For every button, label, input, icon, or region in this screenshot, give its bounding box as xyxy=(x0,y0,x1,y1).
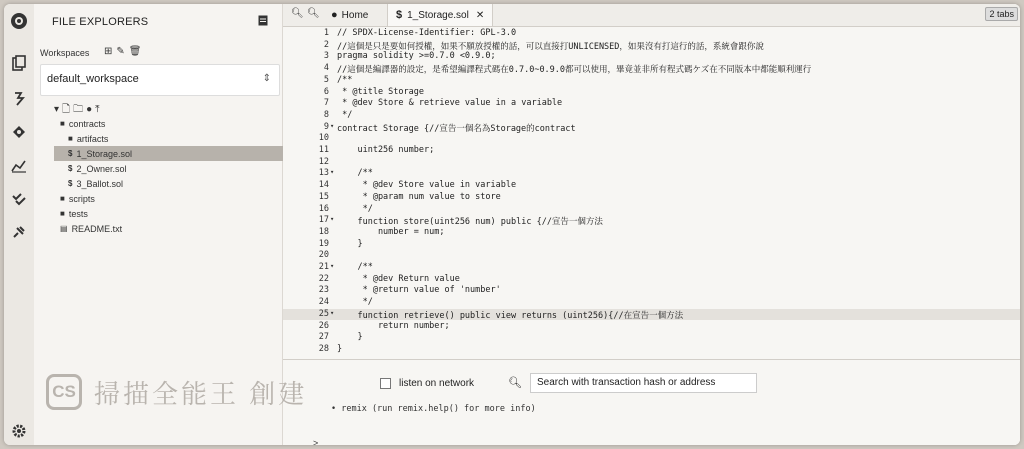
file-explorer-title: FILE EXPLORERS xyxy=(52,16,149,28)
code-line[interactable] xyxy=(283,133,1020,145)
remix-logo-icon[interactable] xyxy=(10,12,28,30)
chevron-updown-icon: ⇕ xyxy=(262,73,271,84)
code-line[interactable] xyxy=(283,285,1020,297)
code-line[interactable] xyxy=(283,344,1020,356)
line-number: 10 xyxy=(318,133,329,144)
tree-item[interactable] xyxy=(54,161,294,176)
code-line[interactable] xyxy=(283,75,1020,87)
code-line[interactable] xyxy=(283,168,1020,180)
code-text: */ xyxy=(337,297,373,308)
code-line[interactable] xyxy=(283,122,1020,134)
line-number: 16 xyxy=(318,203,329,214)
analysis-icon[interactable] xyxy=(10,157,28,175)
line-number: 22 xyxy=(318,273,329,284)
search-icon: 🔍︎ xyxy=(508,377,522,389)
fold-toggle-icon[interactable]: ▾ xyxy=(330,262,335,270)
code-line[interactable] xyxy=(283,87,1020,99)
code-line[interactable] xyxy=(283,145,1020,157)
workspace-select-value: default_workspace xyxy=(47,73,139,85)
code-line[interactable] xyxy=(283,204,1020,216)
code-text: } xyxy=(337,238,363,249)
tree-item-label: 1_Storage.sol xyxy=(76,148,132,159)
new-file-icon[interactable]: 🗋 xyxy=(62,104,74,115)
tab-home[interactable] xyxy=(325,4,374,26)
code-text: */ xyxy=(337,109,353,120)
close-icon[interactable]: ✕ xyxy=(475,9,485,21)
line-number: 5 xyxy=(323,74,329,85)
tree-item[interactable] xyxy=(54,131,294,146)
fold-toggle-icon[interactable]: ▾ xyxy=(330,121,335,130)
scanner-watermark xyxy=(46,372,307,412)
code-line[interactable] xyxy=(283,250,1020,262)
code-text: /** xyxy=(337,74,353,85)
code-text: /** xyxy=(337,168,373,179)
code-line[interactable] xyxy=(283,28,1020,40)
listen-on-network-label: listen on network xyxy=(399,378,475,389)
code-line[interactable] xyxy=(283,180,1020,192)
folder-icon: ■ xyxy=(60,119,65,128)
line-number: 13 xyxy=(318,168,329,179)
line-number: 19 xyxy=(318,238,329,249)
add-workspace-icon[interactable]: ⊞ xyxy=(104,46,117,57)
tree-item[interactable] xyxy=(54,176,294,191)
transaction-search-placeholder: Search with transaction hash or address xyxy=(537,377,716,388)
compiler-icon[interactable] xyxy=(10,90,28,108)
code-text: * @dev Store & retrieve value in a variable xyxy=(337,98,563,109)
line-number: 9 xyxy=(323,121,329,132)
code-text: * @param num value to store xyxy=(337,191,501,202)
solidity-file-icon: $ xyxy=(68,149,73,158)
code-text: * @title Storage xyxy=(337,86,424,97)
line-number: 3 xyxy=(323,51,329,62)
code-text: } xyxy=(337,332,363,343)
tab-home-label: Home xyxy=(341,9,369,21)
tree-item-label: 2_Owner.sol xyxy=(76,163,127,174)
solidity-file-icon: $ xyxy=(68,179,73,188)
code-line[interactable] xyxy=(283,227,1020,239)
code-text: // SPDX-License-Identifier: GPL-3.0 xyxy=(337,28,517,38)
tab-bar xyxy=(283,4,1020,27)
line-number: 6 xyxy=(323,86,329,97)
zoom-out-icon[interactable]: 🔍︎ xyxy=(291,8,304,19)
zoom-in-icon[interactable]: 🔍︎ xyxy=(307,8,320,19)
file-tree xyxy=(54,116,294,236)
app-window xyxy=(4,4,1020,445)
line-number: 28 xyxy=(318,343,329,354)
fold-toggle-icon[interactable]: ▾ xyxy=(330,168,335,177)
code-line[interactable] xyxy=(283,63,1020,75)
code-text: //這個是只是要如何授權，如果不願放授權的話，可以直接打UNLICENSED，如果沒有打這行的話，系統會跟你說 xyxy=(337,41,764,52)
tree-item-label: artifacts xyxy=(76,133,109,144)
tree-item[interactable] xyxy=(54,146,294,161)
code-text: * @dev Store value in variable xyxy=(337,180,517,191)
code-text: number = num; xyxy=(337,226,445,237)
editor-area xyxy=(283,4,1020,445)
tab-1-storage-sol[interactable] xyxy=(387,4,493,26)
terminal-panel xyxy=(283,359,1020,445)
tree-item-label: tests xyxy=(68,208,88,219)
tree-item[interactable] xyxy=(54,191,294,206)
line-number: 14 xyxy=(318,180,329,191)
code-text: * @dev Return value xyxy=(337,273,460,284)
workspace-select[interactable] xyxy=(40,64,280,96)
code-editor[interactable] xyxy=(283,28,1020,358)
code-line[interactable] xyxy=(283,332,1020,344)
tree-item[interactable] xyxy=(54,116,294,131)
watermark-logo: CS xyxy=(46,374,82,410)
code-text: function retrieve() public view returns (uint256){//在宣告一個方法 xyxy=(337,310,684,321)
code-line[interactable] xyxy=(283,157,1020,169)
code-text: //這個是編譯器的設定，是希望編譯程式碼在0.7.0~0.9.0都可以使用，畢竟並非所有程式碼ケズ在不同版本中都能順利運行 xyxy=(337,65,812,76)
code-text: uint256 number; xyxy=(337,145,435,155)
code-line[interactable] xyxy=(283,98,1020,110)
line-number: 4 xyxy=(323,63,329,74)
line-number: 24 xyxy=(318,297,329,308)
code-line[interactable] xyxy=(283,40,1020,52)
line-number: 26 xyxy=(318,320,329,331)
file-explorer-menu-icon[interactable] xyxy=(258,15,268,29)
new-folder-icon[interactable]: 🗀 xyxy=(73,104,87,115)
code-line[interactable] xyxy=(283,262,1020,274)
code-text: return number; xyxy=(337,320,450,331)
line-number: 12 xyxy=(318,156,329,167)
line-number: 17 xyxy=(318,215,329,226)
fold-toggle-icon[interactable]: ▾ xyxy=(330,308,335,317)
line-number: 25 xyxy=(318,308,329,319)
workspaces-label: Workspaces xyxy=(40,48,90,58)
listen-on-network-checkbox[interactable] xyxy=(380,378,391,389)
caret-down-icon[interactable]: ▾ xyxy=(54,104,63,115)
line-number: 8 xyxy=(323,109,329,120)
watermark-text: 掃描全能王 創建 xyxy=(94,378,308,409)
github-icon[interactable]: ● xyxy=(86,104,96,115)
tree-item-label: 3_Ballot.sol xyxy=(76,178,123,189)
code-line[interactable] xyxy=(283,309,1020,321)
folder-icon: ■ xyxy=(68,134,73,143)
tree-item-label: README.txt xyxy=(71,223,123,234)
tab-file-label: 1_Storage.sol xyxy=(407,9,469,21)
tree-item[interactable] xyxy=(54,221,294,236)
folder-icon: ■ xyxy=(60,209,65,218)
line-number: 2 xyxy=(323,39,329,50)
code-text: * @return value of 'number' xyxy=(337,285,501,296)
code-line[interactable] xyxy=(283,192,1020,204)
verify-icon[interactable] xyxy=(10,190,28,208)
code-text: contract Storage {//宣告一個名為Storage的contract xyxy=(337,123,576,134)
solidity-icon: $ xyxy=(396,9,403,21)
delete-workspace-icon[interactable]: 🗑 xyxy=(128,46,146,57)
tree-item-label: scripts xyxy=(68,193,95,204)
terminal-prompt[interactable]: > xyxy=(313,438,319,445)
code-line[interactable] xyxy=(283,51,1020,63)
code-text: } xyxy=(337,343,343,354)
code-text: */ xyxy=(337,203,373,214)
line-number: 15 xyxy=(318,191,329,202)
fold-toggle-icon[interactable]: ▾ xyxy=(330,215,335,224)
code-line[interactable] xyxy=(283,321,1020,333)
tree-item[interactable] xyxy=(54,206,294,221)
code-text: function store(uint256 num) public {//宣告一個方法 xyxy=(337,217,603,228)
code-text: /** xyxy=(337,262,373,272)
transaction-search-input[interactable] xyxy=(530,373,757,393)
line-number: 21 xyxy=(318,262,329,272)
upload-icon[interactable]: ⤒ xyxy=(95,104,103,115)
line-number: 1 xyxy=(323,28,329,38)
tree-item-label: contracts xyxy=(68,118,106,129)
settings-icon[interactable] xyxy=(10,422,28,440)
solidity-file-icon: $ xyxy=(68,164,73,173)
rename-workspace-icon[interactable]: ✎ xyxy=(116,46,129,57)
code-line[interactable] xyxy=(283,215,1020,227)
line-number: 11 xyxy=(318,145,329,155)
file-icon: ▤ xyxy=(60,224,68,233)
line-number: 18 xyxy=(318,226,329,237)
icon-rail xyxy=(4,4,35,445)
deploy-icon[interactable] xyxy=(10,123,28,141)
terminal-output-line: • remix (run remix.help() for more info) xyxy=(331,404,536,414)
line-number: 27 xyxy=(318,332,329,343)
code-line[interactable] xyxy=(283,110,1020,122)
code-text: pragma solidity >=0.7.0 <0.9.0; xyxy=(337,51,496,62)
code-line[interactable] xyxy=(283,297,1020,309)
line-number: 20 xyxy=(318,250,329,261)
folder-icon: ■ xyxy=(60,194,65,203)
code-line[interactable] xyxy=(283,274,1020,286)
tab-count-badge[interactable]: 2 tabs xyxy=(985,7,1018,21)
code-line[interactable] xyxy=(283,239,1020,251)
file-explorer-icon[interactable] xyxy=(10,54,28,72)
plugin-icon[interactable] xyxy=(10,223,28,241)
line-number: 7 xyxy=(323,98,329,109)
remix-home-icon: ● xyxy=(331,9,338,21)
line-number: 23 xyxy=(318,285,329,296)
workspace-actions xyxy=(104,46,145,57)
